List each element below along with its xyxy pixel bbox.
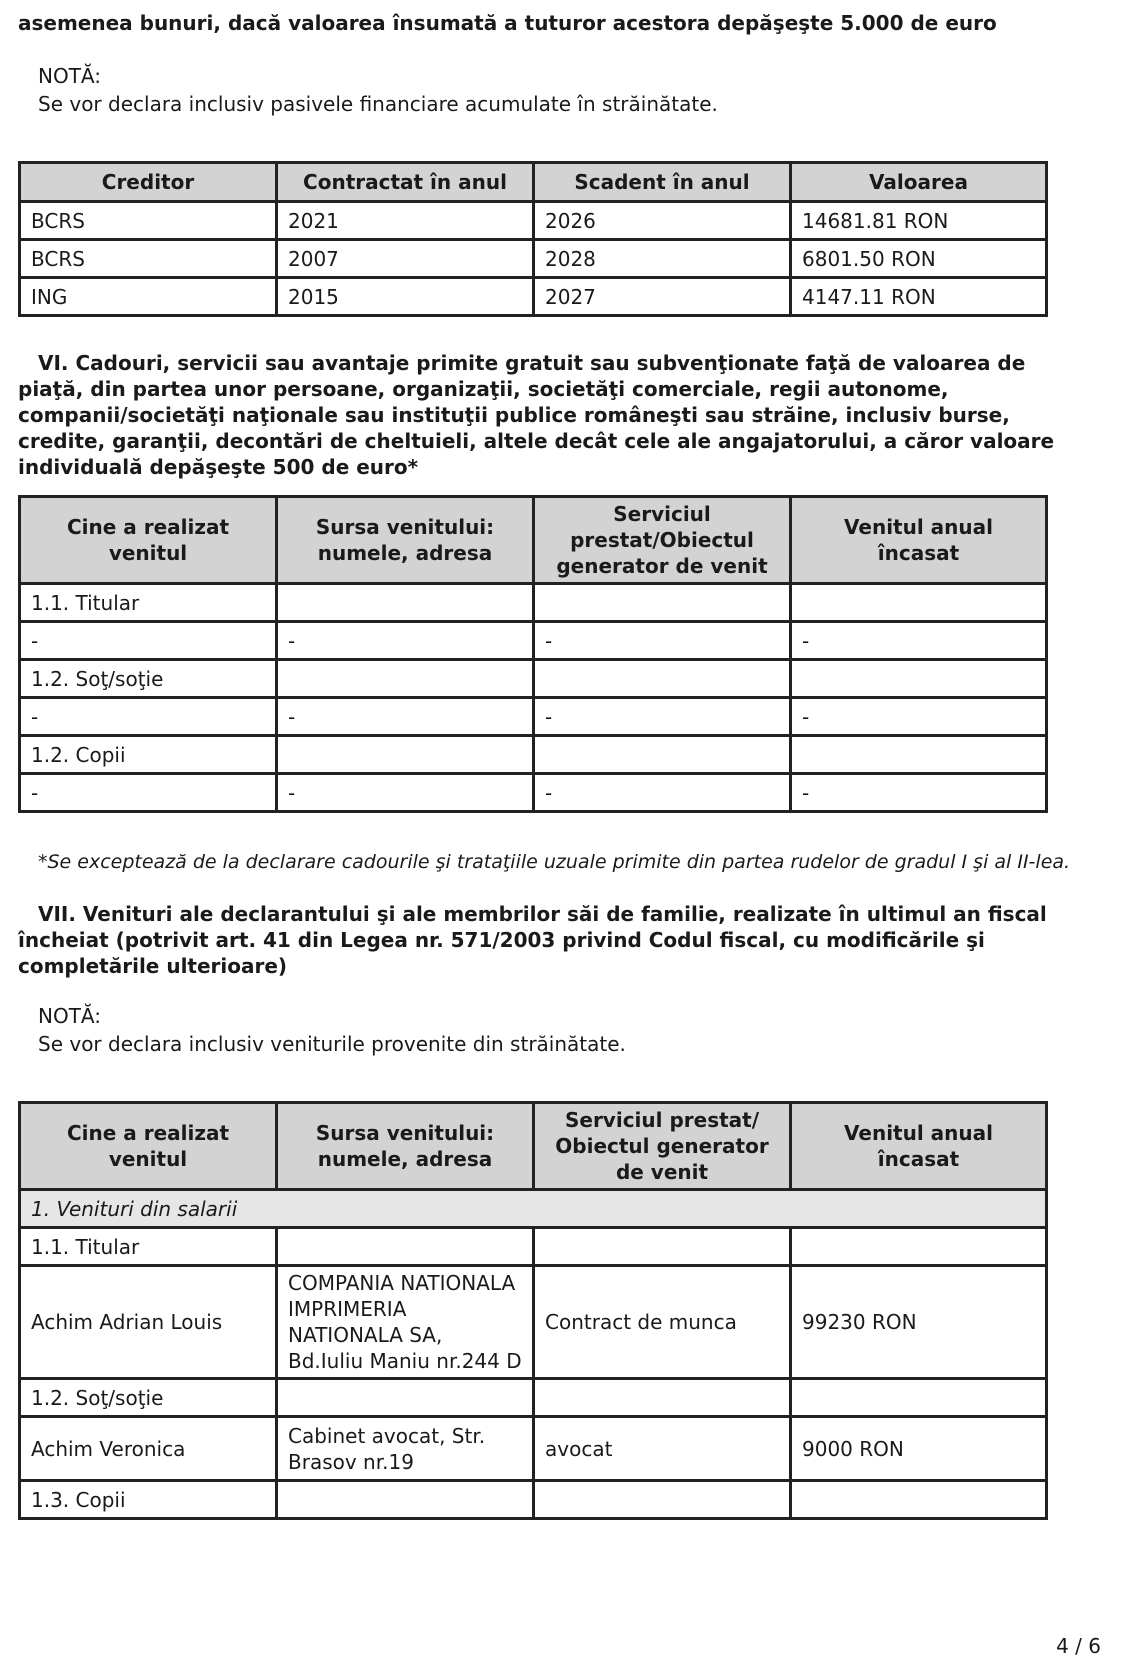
table-cell: 2027 xyxy=(534,278,791,316)
table-cell: ING xyxy=(20,278,277,316)
table-cell: BCRS xyxy=(20,202,277,240)
table-row xyxy=(20,240,1047,278)
table-cell xyxy=(277,1481,534,1519)
table-cell xyxy=(534,1228,791,1266)
table-cell xyxy=(791,736,1047,774)
note1-label: NOTĂ: xyxy=(38,64,101,88)
table-cell: - xyxy=(791,698,1047,736)
table-cell: - xyxy=(534,622,791,660)
table-cell: 1.1. Titular xyxy=(20,584,277,622)
table-cell xyxy=(534,584,791,622)
table-cell: 2028 xyxy=(534,240,791,278)
table-cell: - xyxy=(534,774,791,812)
table-cell xyxy=(791,1481,1047,1519)
gifts-header-row xyxy=(20,497,1047,584)
col-header: Cine a realizat venitul xyxy=(20,497,277,584)
table-cell xyxy=(791,584,1047,622)
table-row xyxy=(20,660,1047,698)
footnote: *Se exceptează de la declarare cadourile şi trataţiile uzuale primite din partea rudelor de gradul I şi al II-lea. xyxy=(38,851,1071,873)
col-header: Serviciul prestat/Obiectul generator de venit xyxy=(534,497,791,584)
col-header: Creditor xyxy=(20,163,277,202)
table-cell: 1.2. Copii xyxy=(20,736,277,774)
table-cell: 1.3. Copii xyxy=(20,1481,277,1519)
table-cell: - xyxy=(20,698,277,736)
section7-heading: VII. Venituri ale declarantului şi ale membrilor săi de familie, realizate în ultimul an fiscal încheiat (potrivit art. 41 din Legea nr. 571/2003 privind Codul fiscal, cu modificările şi completările ulterioare) xyxy=(18,902,1047,978)
table-cell xyxy=(791,660,1047,698)
category-cell: 1. Venituri din salarii xyxy=(20,1190,1047,1228)
table-row xyxy=(20,1266,1047,1379)
table-row xyxy=(20,1379,1047,1417)
table-cell: 6801.50 RON xyxy=(791,240,1047,278)
table-row xyxy=(20,1417,1047,1481)
col-header: Venitul anual încasat xyxy=(791,1103,1047,1190)
col-header: Serviciul prestat/ Obiectul generator de venit xyxy=(534,1103,791,1190)
page-number: 4 / 6 xyxy=(1056,1634,1101,1658)
table-cell: 99230 RON xyxy=(791,1266,1047,1379)
table-cell xyxy=(277,584,534,622)
table-cell: - xyxy=(20,774,277,812)
col-header: Sursa venitului: numele, adresa xyxy=(277,497,534,584)
table-cell xyxy=(534,1481,791,1519)
table-row xyxy=(20,736,1047,774)
table-cell: 14681.81 RON xyxy=(791,202,1047,240)
table-cell: avocat xyxy=(534,1417,791,1481)
col-header: Contractat în anul xyxy=(277,163,534,202)
table-cell: - xyxy=(791,774,1047,812)
col-header: Venitul anual încasat xyxy=(791,497,1047,584)
table-cell: 9000 RON xyxy=(791,1417,1047,1481)
gifts-table xyxy=(18,495,1048,813)
table-cell: 2007 xyxy=(277,240,534,278)
table-cell: COMPANIA NATIONALA IMPRIMERIA NATIONALA SA, Bd.Iuliu Maniu nr.244 D xyxy=(277,1266,534,1379)
table-row xyxy=(20,698,1047,736)
col-header: Scadent în anul xyxy=(534,163,791,202)
table-cell: Achim Veronica xyxy=(20,1417,277,1481)
table-cell xyxy=(534,736,791,774)
table-cell: - xyxy=(791,622,1047,660)
note2-label: NOTĂ: xyxy=(38,1004,101,1028)
table-row xyxy=(20,278,1047,316)
table-row xyxy=(20,622,1047,660)
table-cell: - xyxy=(277,698,534,736)
table-cell: Cabinet avocat, Str. Brasov nr.19 xyxy=(277,1417,534,1481)
table-cell xyxy=(791,1228,1047,1266)
category-row xyxy=(20,1190,1047,1228)
table-cell xyxy=(277,736,534,774)
section6-heading: VI. Cadouri, servicii sau avantaje primite gratuit sau subvenţionate faţă de valoarea de piaţă, din partea unor persoane, organizaţii, societăţi comerciale, regii autonome, companii/societăţi naţionale sau instituţii publice româneşti sau străine, inclusiv burse, credite, garanţii, decontări de cheltuieli, altele decât cele ale angajatorului, a căror valoare individuală depăşeşte 500 de euro* xyxy=(18,351,1055,479)
note2-text: Se vor declara inclusiv veniturile provenite din străinătate. xyxy=(38,1032,626,1056)
table-cell xyxy=(791,1379,1047,1417)
col-header: Sursa venitului: numele, adresa xyxy=(277,1103,534,1190)
table-row xyxy=(20,202,1047,240)
table-cell: - xyxy=(20,622,277,660)
table-cell xyxy=(534,1379,791,1417)
debts-table xyxy=(18,161,1048,317)
debts-header-row xyxy=(20,163,1047,202)
table-cell xyxy=(277,1228,534,1266)
table-row xyxy=(20,774,1047,812)
table-cell: 4147.11 RON xyxy=(791,278,1047,316)
top-line: asemenea bunuri, dacă valoarea însumată a tuturor acestora depăşeşte 5.000 de euro xyxy=(18,11,997,35)
table-cell: - xyxy=(277,774,534,812)
table-cell: 1.2. Soţ/soţie xyxy=(20,660,277,698)
col-header: Valoarea xyxy=(791,163,1047,202)
table-cell: 1.1. Titular xyxy=(20,1228,277,1266)
col-header: Cine a realizat venitul xyxy=(20,1103,277,1190)
income-table xyxy=(18,1101,1048,1520)
table-cell xyxy=(277,660,534,698)
table-cell: - xyxy=(534,698,791,736)
table-row xyxy=(20,584,1047,622)
table-cell: 2015 xyxy=(277,278,534,316)
table-cell: 1.2. Soţ/soţie xyxy=(20,1379,277,1417)
table-cell: Achim Adrian Louis xyxy=(20,1266,277,1379)
table-cell xyxy=(277,1379,534,1417)
table-cell: Contract de munca xyxy=(534,1266,791,1379)
table-cell: BCRS xyxy=(20,240,277,278)
table-cell xyxy=(534,660,791,698)
table-row xyxy=(20,1228,1047,1266)
table-cell: 2021 xyxy=(277,202,534,240)
table-cell: - xyxy=(277,622,534,660)
table-cell: 2026 xyxy=(534,202,791,240)
table-row xyxy=(20,1481,1047,1519)
income-header-row xyxy=(20,1103,1047,1190)
note1-text: Se vor declara inclusiv pasivele financiare acumulate în străinătate. xyxy=(38,92,718,116)
